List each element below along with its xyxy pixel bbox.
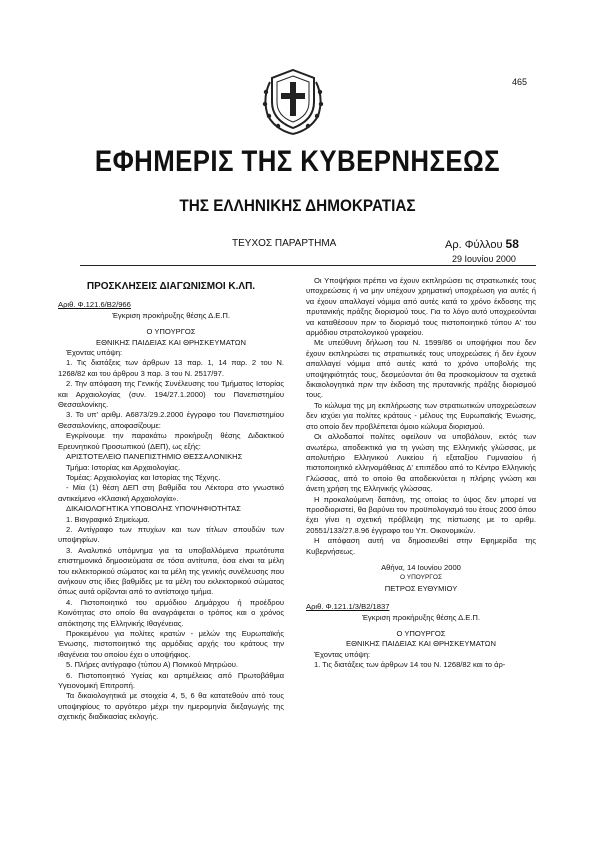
- paragraph: Τομέας: Αρχαιολογίας και Ιστορίας της Τέχνης.: [66, 472, 221, 482]
- page-number: 465: [512, 77, 528, 87]
- paragraph: 5. Πλήρες αντίγραφο (τύπου Α) Ποινικού Μητρώου.: [66, 660, 238, 670]
- decision2-number: Αριθ. Φ.121.1/3/Β2/1837: [306, 602, 390, 612]
- paragraph: Προκειμένου για πολίτες κρατών - μελών της Ευρωπαϊκής Ένωσης, πιστοποιητικό της αρμόδιας αρχής του κράτους την ιθαγένεια του οποίου έχει ο υποψήφιος.: [58, 629, 284, 659]
- issue-number-value: 58: [505, 237, 519, 251]
- right-paragraphs: [306, 276, 536, 557]
- issue-type: ΤΕΥΧΟΣ ΠΑΡΑΡΤΗΜΑ: [232, 238, 337, 249]
- paragraph: Το κώλυμα της μη εκπλήρωσης των στρατιωτικών υποχρεώσεων δεν ισχύει για πολίτες κράτους - μέλους της Ευρωπαϊκής Ένωσης, στο οποίο δεν προβλέπεται όμοιο κώλυμα διορισμού.: [306, 400, 536, 431]
- paragraph: 3. Αναλυτικό υπόμνημα για τα υποβαλλόμενα πρωτότυπα επιστημονικά δημοσιεύματα σε τόσα αντίτυπα, όσα είναι τα μέλη του εκλεκτορικού σώματος και τα μέλη της γενικής συνέλευσης που ανήκουν στις ίδιες βαθμίδες με τα μέλη του εκλεκτορικού σώματος όπως αυτά ορίζονται από το αντίστοιχο τμήμα.: [58, 545, 284, 597]
- paragraph: - Μία (1) θέση ΔΕΠ στη βαθμίδα του Λέκτορα στο γνωστικό αντικείμενο «Κλασική Αρχαιολογία».: [58, 483, 284, 503]
- paragraph: 1. Τις διατάξεις των άρθρων 13 παρ. 1, 14 παρ. 2 του Ν. 1268/82 και του άρθρου 3 παρ. 3 του Ν. 2517/97.: [58, 358, 284, 378]
- signature-place-date: Αθήνα, 14 Ιουνίου 2000: [381, 562, 461, 572]
- issue-label: Αρ. Φύλλου: [445, 239, 503, 251]
- left-paragraphs: [58, 348, 284, 723]
- authority-title: Ο ΥΠΟΥΡΓΟΣ: [146, 327, 196, 337]
- decision-subject: Έγκριση προκήρυξης θέσης Δ.Ε.Π.: [111, 310, 231, 320]
- paragraph: ΔΙΚΑΙΟΛΟΓΗΤΙΚΑ ΥΠΟΒΟΛΗΣ ΥΠΟΨΗΦΙΟΤΗΤΑΣ: [66, 504, 241, 514]
- right-tail-paragraphs: [306, 650, 536, 671]
- left-column: [58, 276, 284, 723]
- paragraph: Τα δικαιολογητικά με στοιχεία 4, 5, 6 θα κατατεθούν από τους υποψηφίους το αργότερο μέχρι την ημερομηνία διεξαγωγής της σχετικής διαδικασίας εκλογής.: [58, 691, 284, 722]
- paragraph: Έχοντας υπόψη:: [66, 348, 123, 358]
- decision-number: Αριθ. Φ.121.6/Β2/966: [58, 300, 131, 310]
- paragraph: Οι αλλοδαποί πολίτες οφείλουν να υποβάλουν, εκτός των ανωτέρω, αποδεικτικά για τη γνώση της Ελληνικής γλώσσας, με απολυτήριο Ελληνικού Λυκείου ή εξαταξίου Γυμνασίου ή πιστοποιητικό ελληνομάθειας Δ' επιπέδου από το Κέντρο Ελληνικής Γλώσσας, από το οποίο θα αποδεικνύεται η πλήρης γνώση και άνετη χρήση της Ελληνικής γλώσσας.: [306, 432, 536, 494]
- paragraph: Εγκρίνουμε την παρακάτω προκήρυξη θέσης Διδακτικού Ερευνητικού Προσωπικού (ΔΕΠ), ως εξής:: [58, 431, 284, 451]
- issue-number: [445, 237, 519, 251]
- header-divider: [80, 265, 536, 266]
- paragraph: 2. Την απόφαση της Γενικής Συνέλευσης του Τμήματος Ιστορίας και Αρχαιολογίας (συν. 194/27.1.2000) του Πανεπιστημίου Θεσσαλονίκης.: [58, 379, 284, 410]
- greek-coat-of-arms-icon: [258, 62, 328, 136]
- paragraph: 1. Τις διατάξεις των άρθρων 14 του Ν. 1268/82 και το άρ-: [314, 660, 506, 670]
- paragraph: 6. Πιστοποιητικό Υγείας και αρτιμέλειας από Πρωτοβάθμια Υγειονομική Επιτροπή.: [58, 670, 284, 691]
- paragraph: ΑΡΙΣΤΟΤΕΛΕΙΟ ΠΑΝΕΠΙΣΤΗΜΙΟ ΘΕΣΣΑΛΟΝΙΚΗΣ: [66, 452, 243, 462]
- section-title: ΠΡΟΣΚΛΗΣΕΙΣ ΔΙΑΓΩΝΙΣΜΟΙ Κ.ΛΠ.: [86, 281, 256, 292]
- gazette-title: ΕΦΗΜΕΡΙΣ ΤΗΣ ΚΥΒΕΡΝΗΣΕΩΣ: [94, 145, 501, 178]
- authority2-ministry: ΕΘΝΙΚΗΣ ΠΑΙΔΕΙΑΣ ΚΑΙ ΘΡΗΣΚΕΥΜΑΤΩΝ: [346, 639, 496, 649]
- paragraph: 4. Πιστοποιητικό του αρμόδιου Δημάρχου ή προέδρου Κοινότητας στο οποίο θα αναγράφεται ο τρόπος και ο χρόνος απόκτησης της Ελληνικής Ιθαγένειας.: [58, 597, 284, 628]
- paragraph: 2. Αντίγραφο των πτυχίων και των τίτλων σπουδών των υποψηφίων.: [58, 524, 284, 545]
- authority-ministry: ΕΘΝΙΚΗΣ ΠΑΙΔΕΙΑΣ ΚΑΙ ΘΡΗΣΚΕΥΜΑΤΩΝ: [96, 337, 246, 347]
- paragraph: 1. Βιογραφικό Σημείωμα.: [66, 514, 150, 524]
- gazette-subtitle: ΤΗΣ ΕΛΛΗΝΙΚΗΣ ΔΗΜΟΚΡΑΤΙΑΣ: [179, 196, 416, 215]
- paragraph: Η προκαλούμενη δαπάνη, της οποίας το ύψος δεν μπορεί να προσδιοριστεί, θα βαρύνει τον προϋπολογισμό του έτους 2000 όπου έχει γίνει η σχετική πρόβλεψη της πίστωσης με το αριθμ. 20551/133/27.8.96 έγγραφο του Υπ. Οικονομικών.: [306, 494, 536, 535]
- paragraph: Τμήμα: Ιστορίας και Αρχαιολογίας.: [66, 462, 181, 472]
- paragraph: 3. Το υπ' αριθμ. Α6873/29.2.2000 έγγραφο του Πανεπιστημίου Θεσσαλονίκης, αποφασίζουμε:: [58, 410, 284, 430]
- signature-role: Ο ΥΠΟΥΡΓΟΣ: [400, 574, 442, 582]
- paragraph: Οι Υποψήφιοι πρέπει να έχουν εκπληρώσει τις στρατιωτικές τους υποχρεώσεις ή να μην υπέχουν χρηματική υποχρέωση για αυτές ή να έχουν απαλλαγεί νόμιμα από αυτές κατά το χρόνο έκδοσης της πρυτανικής πράξης διορισμού τους. Για το λόγο αυτό υποχρεούνται να καταθέσουν πριν το διορισμό τους πιστοποιητικό τύπου Α' του αρμόδιου στρατολογικού γραφείου.: [306, 276, 536, 338]
- authority2-title: Ο ΥΠΟΥΡΓΟΣ: [396, 629, 446, 638]
- decision2-subject: Έγκριση προκήρυξης θέσης Δ.Ε.Π.: [361, 612, 481, 622]
- paragraph: Η απόφαση αυτή να δημοσιευθεί στην Εφημερίδα της Κυβερνήσεως.: [306, 536, 536, 556]
- right-column: [306, 276, 536, 671]
- paragraph: Με υπεύθυνη δήλωση του Ν. 1599/86 οι υποψήφιοι που δεν έχουν εκπληρώσει τις στρατιωτικές τους υποχρεώσεις ή δεν έχουν απαλλαγεί νόμιμα από αυτές κατά το χρόνο υποβολής της υποψηφιότητάς τους, δεσμεύονται ότι θα προσκομίσουν τα σχετικά δικαιολογητικά πριν την έκδοση της πρυτανικής πράξης διορισμού τους.: [306, 338, 536, 400]
- signature-name: ΠΕΤΡΟΣ ΕΥΘΥΜΙΟΥ: [384, 583, 458, 593]
- issue-date: 29 Ιουνίου 2000: [452, 254, 516, 264]
- paragraph: Έχοντας υπόψη:: [314, 649, 371, 659]
